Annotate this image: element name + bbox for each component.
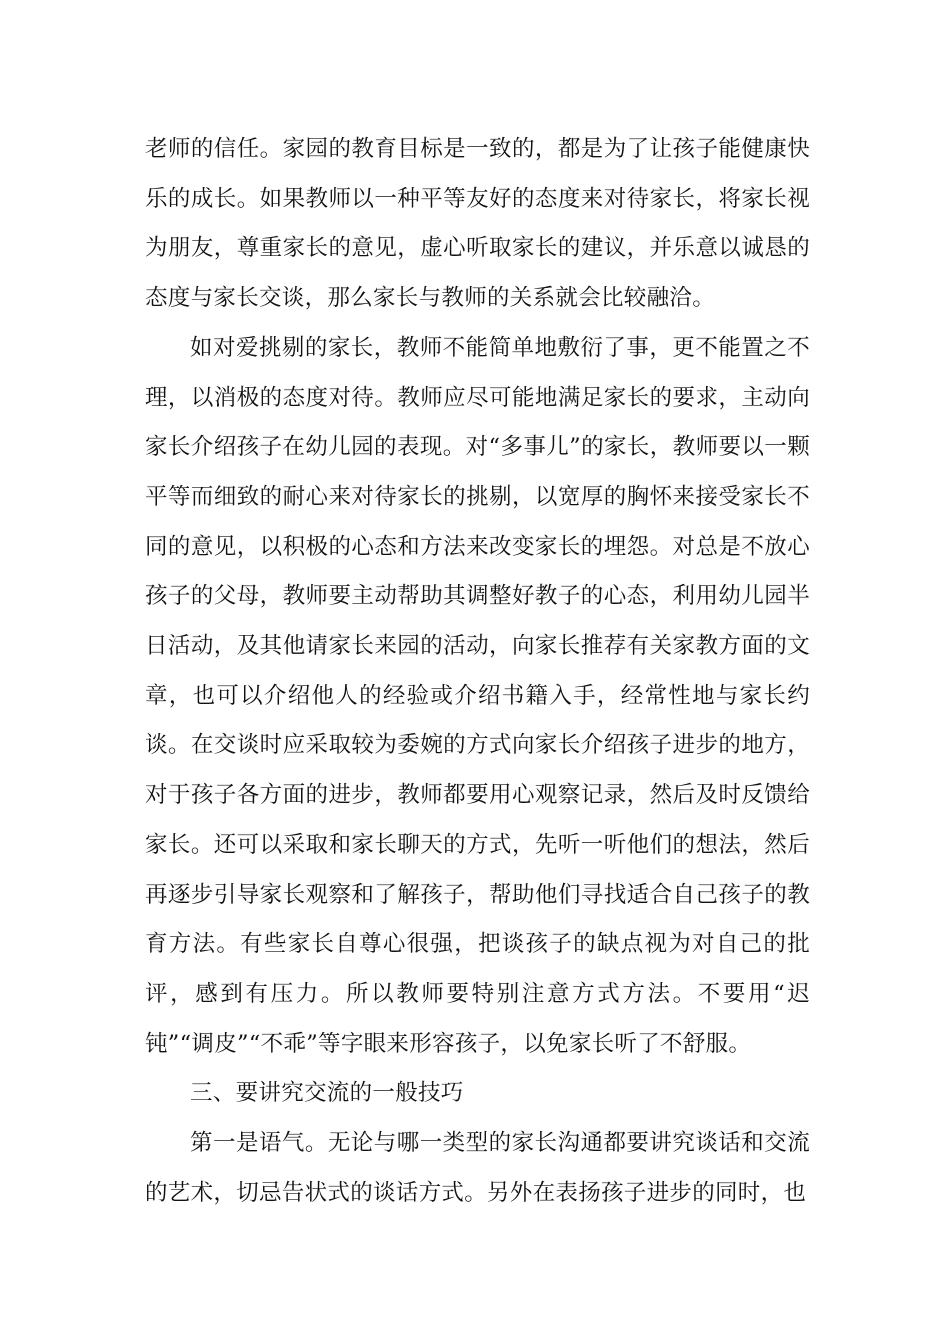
- section-heading: 三、要讲究交流的一般技巧: [190, 1080, 464, 1107]
- paragraph-picky-parents: 如对爱挑剔的家长，教师不能简单地敷衍了事，更不能置之不理，以消极的态度对待。教师应尽可能地满足家长的要求，主动向家长介绍孩子在幼儿园的表现。对“多事儿”的家长，教师要以一颗平等而细致的耐心来对待家长的挑剔，以宽厚的胸怀来接受家长不同的意见，以积极的心态和方法来改变家长的埋怨。对总是不放心孩子的父母，教师要主动帮助其调整好教子的心态，利用幼儿园半日活动，及其他请家长来园的活动，向家长推荐有关家教方面的文章，也可以介绍他人的经验或介绍书籍入手，经常性地与家长约谈。在交谈时应采取较为委婉的方式向家长介绍孩子进步的地方，对于孩子各方面的进步，教师都要用心观察记录，然后及时反馈给家长。还可以采取和家长聊天的方式，先听一听他们的想法，然后再逐步引导家长观察和了解孩子，帮助他们寻找适合自己孩子的教育方法。有些家长自尊心很强，把谈孩子的缺点视为对自己的批评，感到有压力。所以教师要特别注意方式方法。不要用“迟钝”“调皮”“不乖”等字眼来形容孩子，以免家长听了不舒服。: [145, 334, 810, 1057]
- document-body: [145, 125, 810, 1218]
- paragraph-tone: 第一是语气。无论与哪一类型的家长沟通都要讲究谈话和交流的艺术，切忌告状式的谈话方式。另外在表扬孩子进步的同时，也: [145, 1130, 810, 1206]
- paragraph-continuation: 老师的信任。家园的教育目标是一致的，都是为了让孩子能健康快乐的成长。如果教师以一种平等友好的态度来对待家长，将家长视为朋友，尊重家长的意见，虚心听取家长的建议，并乐意以诚恳的态度与家长交谈，那么家长与教师的关系就会比较融洽。: [145, 136, 810, 312]
